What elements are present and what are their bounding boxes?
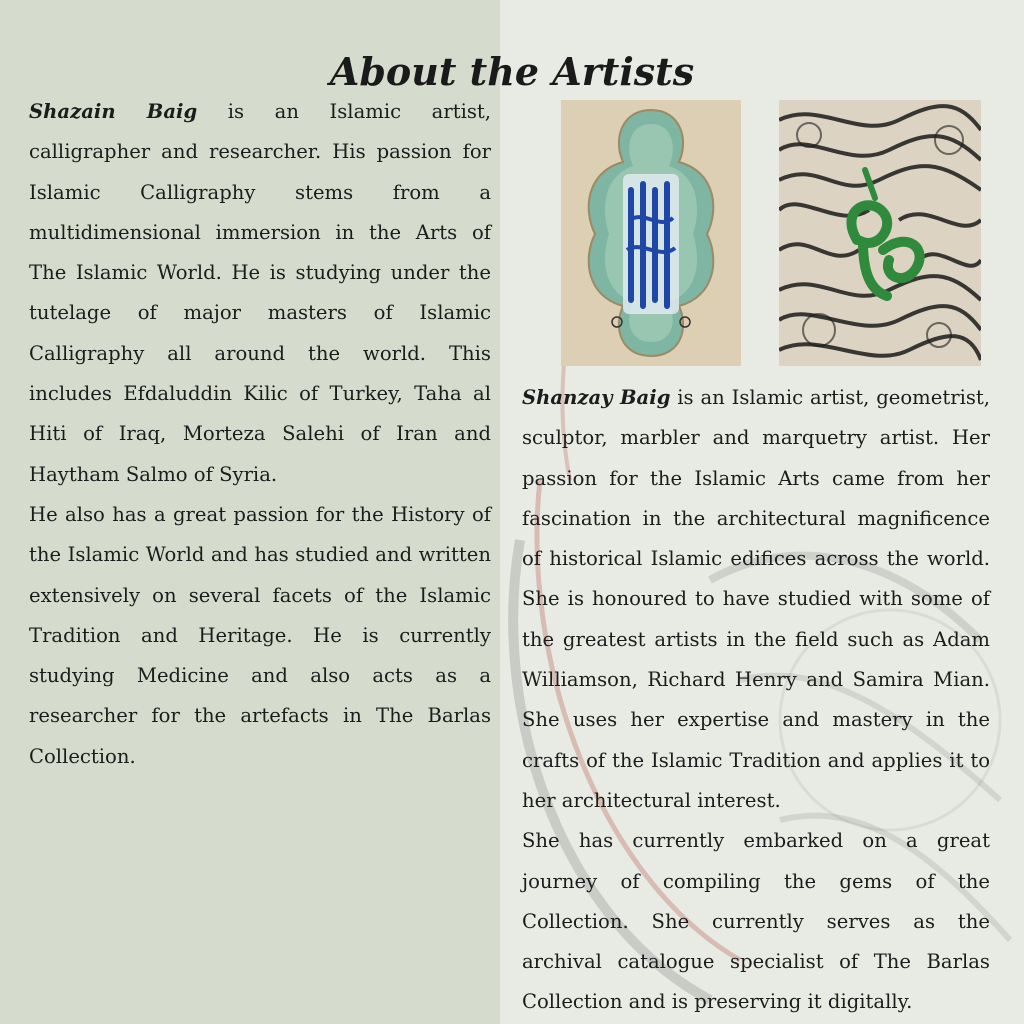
bio-paragraph-2: He also has a great passion for the History of the Islamic World and has studied and written extensively on several facets of the Islamic Tradition and Heritage. He is currently studying Medicine and also acts as a researcher for the artefacts in The Barlas Collection. <box>29 502 491 768</box>
bio-intro-text: is an Islamic artist, geometrist, sculptor, marbler and marquetry artist. Her passion for the Islamic Arts came from her fascination in the architectural magnificence of historical Islamic edifices across the world. She is honoured to have studied with some of the greatest artists in the field such as Adam Williamson, Richard Henry and Samira Mian. She uses her expertise and mastery in the crafts of the Islamic Tradition and applies it to her architectural interest. <box>522 386 990 812</box>
artist-name: Shanzay Baig <box>522 386 671 409</box>
artist-bio-shazain <box>29 92 491 777</box>
artwork-calligraphy-panel <box>561 100 741 366</box>
bio-intro-text: is an Islamic artist, calligrapher and researcher. His passion for Islamic Calligraphy stems from a multidimensional immersion in the Arts of The Islamic World. He is studying under the tutelage of major masters of Islamic Calligraphy all around the world. This includes Efdaluddin Kilic of Turkey, Taha al Hiti of Iraq, Morteza Salehi of Iran and Haytham Salmo of Syria. <box>29 100 491 486</box>
artist-bio-shanzay <box>522 378 990 1023</box>
artist-name: Shazain Baig <box>29 100 198 123</box>
bio-paragraph-1 <box>522 378 990 821</box>
page-title: About the Artists <box>329 49 695 95</box>
bio-paragraph-2: She has currently embarked on a great journey of compiling the gems of the Collection. She currently serves as the archival catalogue specialist of The Barlas Collection and is preserving it digitally. <box>522 829 990 1014</box>
bio-paragraph-1 <box>29 92 491 495</box>
artwork-muhammad-calligraphy <box>779 100 981 366</box>
